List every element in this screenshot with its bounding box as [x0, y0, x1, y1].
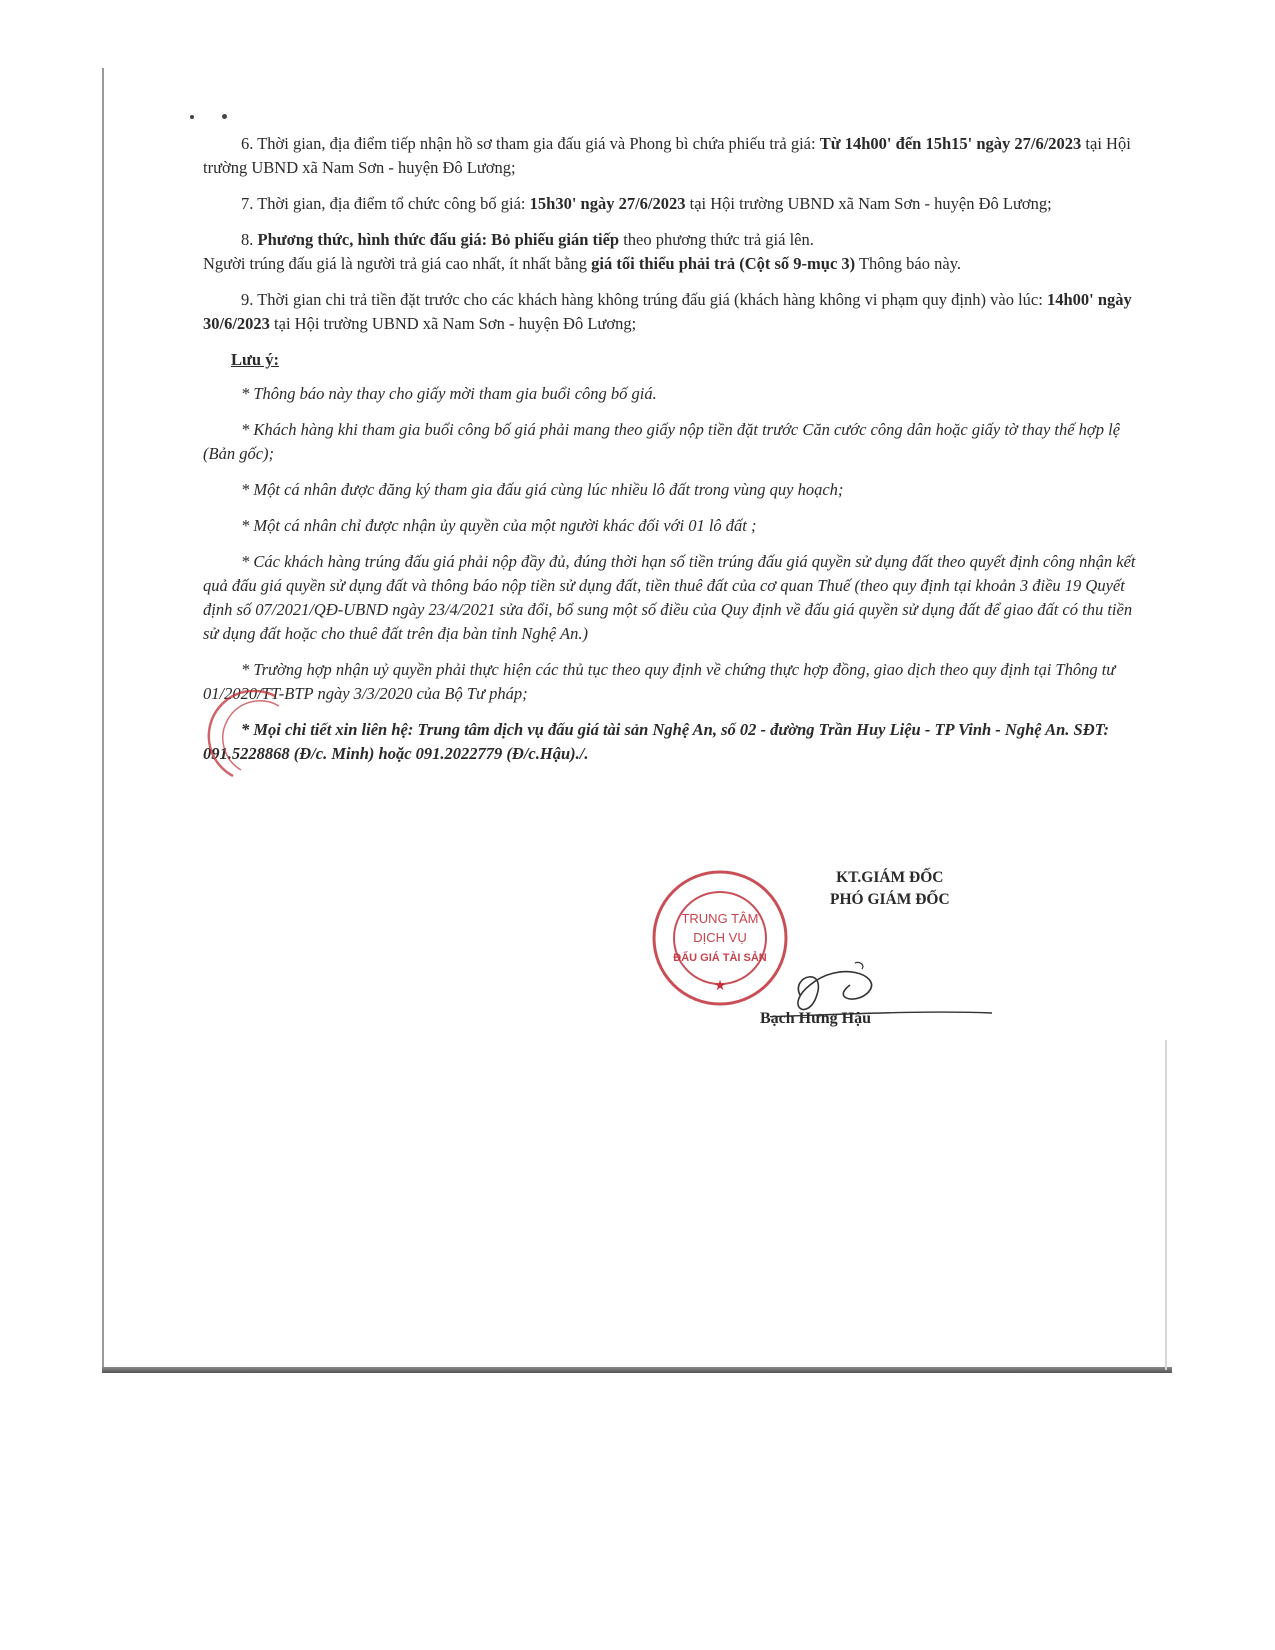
item-8 — [203, 228, 1143, 252]
item-number: 6. — [241, 134, 254, 153]
note-title: Lưu ý: — [231, 350, 279, 369]
item-8-line2 — [203, 252, 1143, 276]
item-9 — [203, 288, 1143, 336]
svg-text:★: ★ — [713, 977, 727, 993]
company-seal — [650, 868, 790, 1008]
svg-text:DỊCH VỤ: DỊCH VỤ — [693, 930, 747, 945]
scan-edge-bottom — [102, 1367, 1172, 1373]
item-number: 8. — [241, 230, 254, 249]
item-number: 9. — [241, 290, 254, 309]
item-7 — [203, 192, 1143, 216]
item-bold: 15h30' ngày 27/6/2023 — [529, 194, 686, 213]
item-6 — [203, 132, 1143, 180]
item-bold: 14h00' ngày 30/6/2023 — [203, 290, 1132, 333]
signature-block — [830, 867, 950, 911]
item-text: Thông báo này. — [855, 254, 961, 273]
note-item: * Một cá nhân chỉ được nhận ủy quyền của một người khác đối với 01 lô đất ; — [241, 516, 757, 535]
note-item: * Khách hàng khi tham gia buổi công bố giá phải mang theo giấy nộp tiền đặt trước Căn cước công dân hoặc giấy tờ thay thế hợp lệ (Bản gốc); — [203, 420, 1121, 463]
item-bold: giá tối thiểu phải trả (Cột số 9-mục 3) — [591, 254, 856, 273]
contact-info: * Mọi chi tiết xin liên hệ: Trung tâm dịch vụ đấu giá tài sản Nghệ An, số 02 - đường Trần Huy Liệu - TP Vinh - Nghệ An. SĐT: 091.5228868 (Đ/c. Minh) hoặc 091.2022779 (Đ/c.Hậu)./. — [203, 720, 1109, 763]
item-text: Thời gian, địa điểm tiếp nhận hồ sơ tham gia đấu giá và Phong bì chứa phiếu trả giá: — [253, 134, 820, 153]
item-bold-head: Phương thức, hình thức đấu giá: Bỏ phiếu gián tiếp — [253, 230, 620, 249]
note-item: * Các khách hàng trúng đấu giá phải nộp đầy đủ, đúng thời hạn số tiền trúng đấu giá quyền sử dụng đất theo quyết định công nhận kết quả đấu giá quyền sử dụng đất và thông báo nộp tiền sử dụng đất, tiền thuê đất của cơ quan Thuế (theo quy định tại khoản 3 điều 19 Quyết định số 07/2021/QĐ-UBND ngày 23/4/2021 sửa đổi, bổ sung một số điều của Quy định về đấu giá quyền sử dụng đất để giao đất có thu tiền sử dụng đất hoặc cho thuê đất trên địa bàn tỉnh Nghệ An.) — [203, 552, 1136, 643]
item-text: tại Hội trường UBND xã Nam Sơn - huyện Đô Lương; — [203, 134, 1131, 177]
document-body — [203, 132, 1143, 778]
item-text: Thời gian chi trả tiền đặt trước cho các khách hàng không trúng đấu giá (khách hàng không vi phạm quy định) vào lúc: — [253, 290, 1047, 309]
item-number: 7. — [241, 194, 254, 213]
item-bold: Từ 14h00' đến 15h15' ngày 27/6/2023 — [819, 134, 1082, 153]
scan-edge-left — [102, 68, 104, 1368]
scan-edge-right — [1165, 1040, 1167, 1370]
signature-title-1: KT.GIÁM ĐỐC — [836, 869, 944, 886]
item-text: tại Hội trường UBND xã Nam Sơn - huyện Đô Lương; — [269, 314, 637, 333]
item-text: tại Hội trường UBND xã Nam Sơn - huyện Đô Lương; — [685, 194, 1052, 213]
item-text: theo phương thức trả giá lên. — [619, 230, 814, 249]
signer-name: Bạch Hưng Hậu — [760, 1010, 871, 1027]
note-item: * Thông báo này thay cho giấy mời tham gia buổi công bố giá. — [241, 384, 657, 403]
item-text: Thời gian, địa điểm tổ chức công bố giá: — [253, 194, 530, 213]
note-item: * Một cá nhân được đăng ký tham gia đấu giá cùng lúc nhiều lô đất trong vùng quy hoạch; — [241, 480, 844, 499]
svg-text:TRUNG TÂM: TRUNG TÂM — [681, 911, 759, 926]
item-text: Người trúng đấu giá là người trả giá cao nhất, ít nhất bằng — [203, 254, 592, 273]
note-item: * Trường hợp nhận uỷ quyền phải thực hiện các thủ tục theo quy định về chứng thực hợp đồng, giao dịch theo quy định tại Thông tư 01/2020/TT-BTP ngày 3/3/2020 của Bộ Tư pháp; — [203, 660, 1116, 703]
partial-stamp-left — [205, 690, 295, 780]
scan-specks — [190, 106, 255, 124]
svg-text:ĐẤU GIÁ TÀI SẢN: ĐẤU GIÁ TÀI SẢN — [673, 952, 767, 964]
signature-title-2: PHÓ GIÁM ĐỐC — [830, 891, 950, 908]
